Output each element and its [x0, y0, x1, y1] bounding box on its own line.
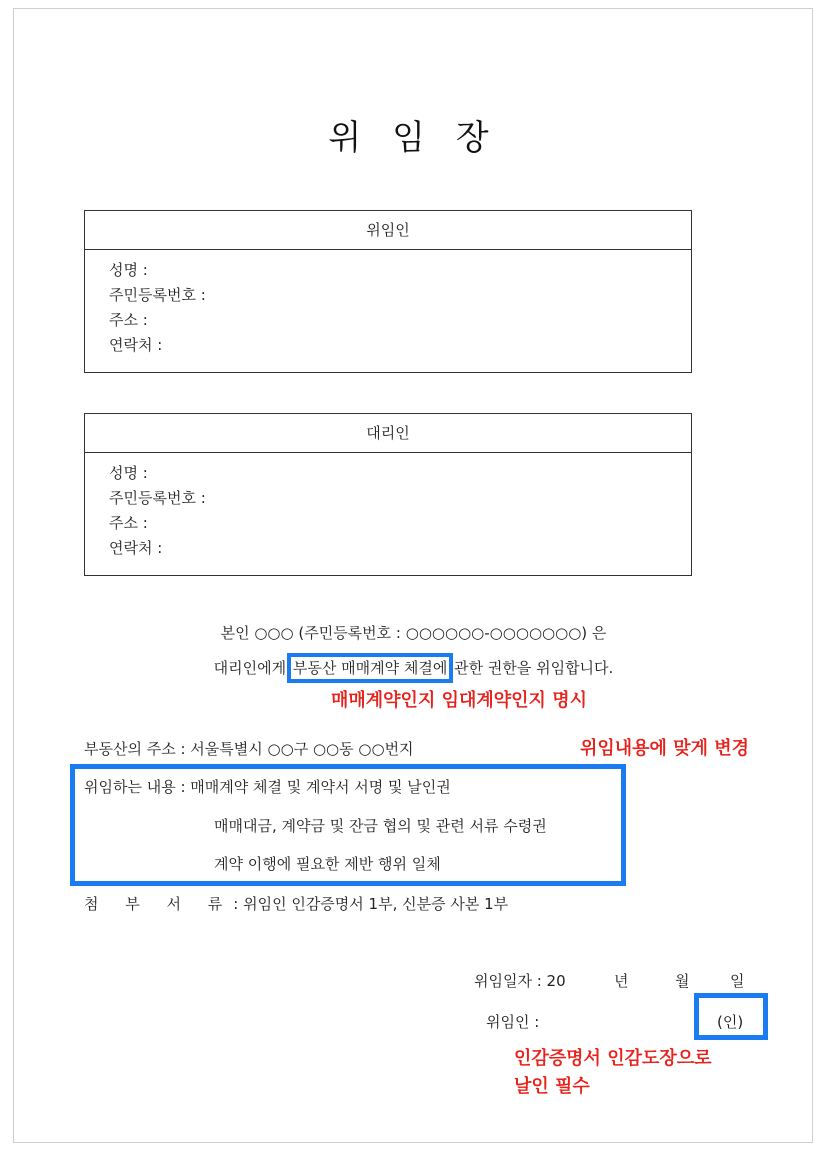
- seal-mark: (인): [717, 1013, 744, 1031]
- date-year: 년: [614, 972, 629, 990]
- agent-address-field: 주소 :: [109, 514, 148, 532]
- agent-contact-field: 연락처 :: [109, 539, 163, 557]
- highlight-text: 부동산 매매계약 체결에: [292, 659, 448, 677]
- agent-id-field: 주민등록번호 :: [109, 489, 206, 507]
- principal-header: 위임인: [85, 211, 691, 250]
- agent-section: [84, 413, 692, 576]
- agent-name-field: 성명 :: [109, 464, 148, 482]
- seal-note-line-2: 날인 필수: [514, 1076, 590, 1097]
- delegation-change-annotation: 위임내용에 맞게 변경: [580, 738, 750, 759]
- principal-id-field: 주민등록번호 :: [109, 286, 206, 304]
- attachments-line: [84, 893, 508, 914]
- signer-label: 위임인 :: [486, 1013, 540, 1031]
- agent-header: 대리인: [85, 414, 691, 453]
- statement-prefix: 대리인에게: [213, 659, 291, 677]
- statement-line-1: 본인 ○○○ (주민등록번호 : ○○○○○○-○○○○○○○) 은: [220, 624, 607, 642]
- highlight-box: [287, 653, 453, 683]
- delegation-line-1: 위임하는 내용 : 매매계약 체결 및 계약서 서명 및 날인권: [84, 778, 451, 796]
- document-title: 위 임 장: [328, 118, 499, 158]
- date-label: 위임일자 : 20: [474, 972, 566, 990]
- statement-suffix: 관한 권한을 위임합니다.: [449, 659, 614, 677]
- attachments-label: 첨 부 서 류: [84, 895, 234, 913]
- date-day: 일: [730, 972, 745, 990]
- seal-note-line-1: 인감증명서 인감도장으로: [514, 1048, 712, 1069]
- principal-contact-field: 연락처 :: [109, 336, 163, 354]
- attachments-value: : 위임인 인감증명서 1부, 신분증 사본 1부: [233, 895, 509, 913]
- principal-address-field: 주소 :: [109, 311, 148, 329]
- principal-section: [84, 210, 692, 373]
- date-month: 월: [675, 972, 690, 990]
- highlighted-contract-phrase: [291, 659, 449, 677]
- principal-name-field: 성명 :: [109, 261, 148, 279]
- statement-line-2: [0, 657, 827, 678]
- delegation-line-2: 매매대금, 계약금 및 잔금 협의 및 관련 서류 수령권: [214, 817, 547, 835]
- property-address: 부동산의 주소 : 서울특별시 ○○구 ○○동 ○○번지: [84, 740, 414, 758]
- delegation-line-3: 계약 이행에 필요한 제반 행위 일체: [214, 855, 441, 873]
- contract-type-annotation: 매매계약인지 임대계약인지 명시: [331, 690, 587, 711]
